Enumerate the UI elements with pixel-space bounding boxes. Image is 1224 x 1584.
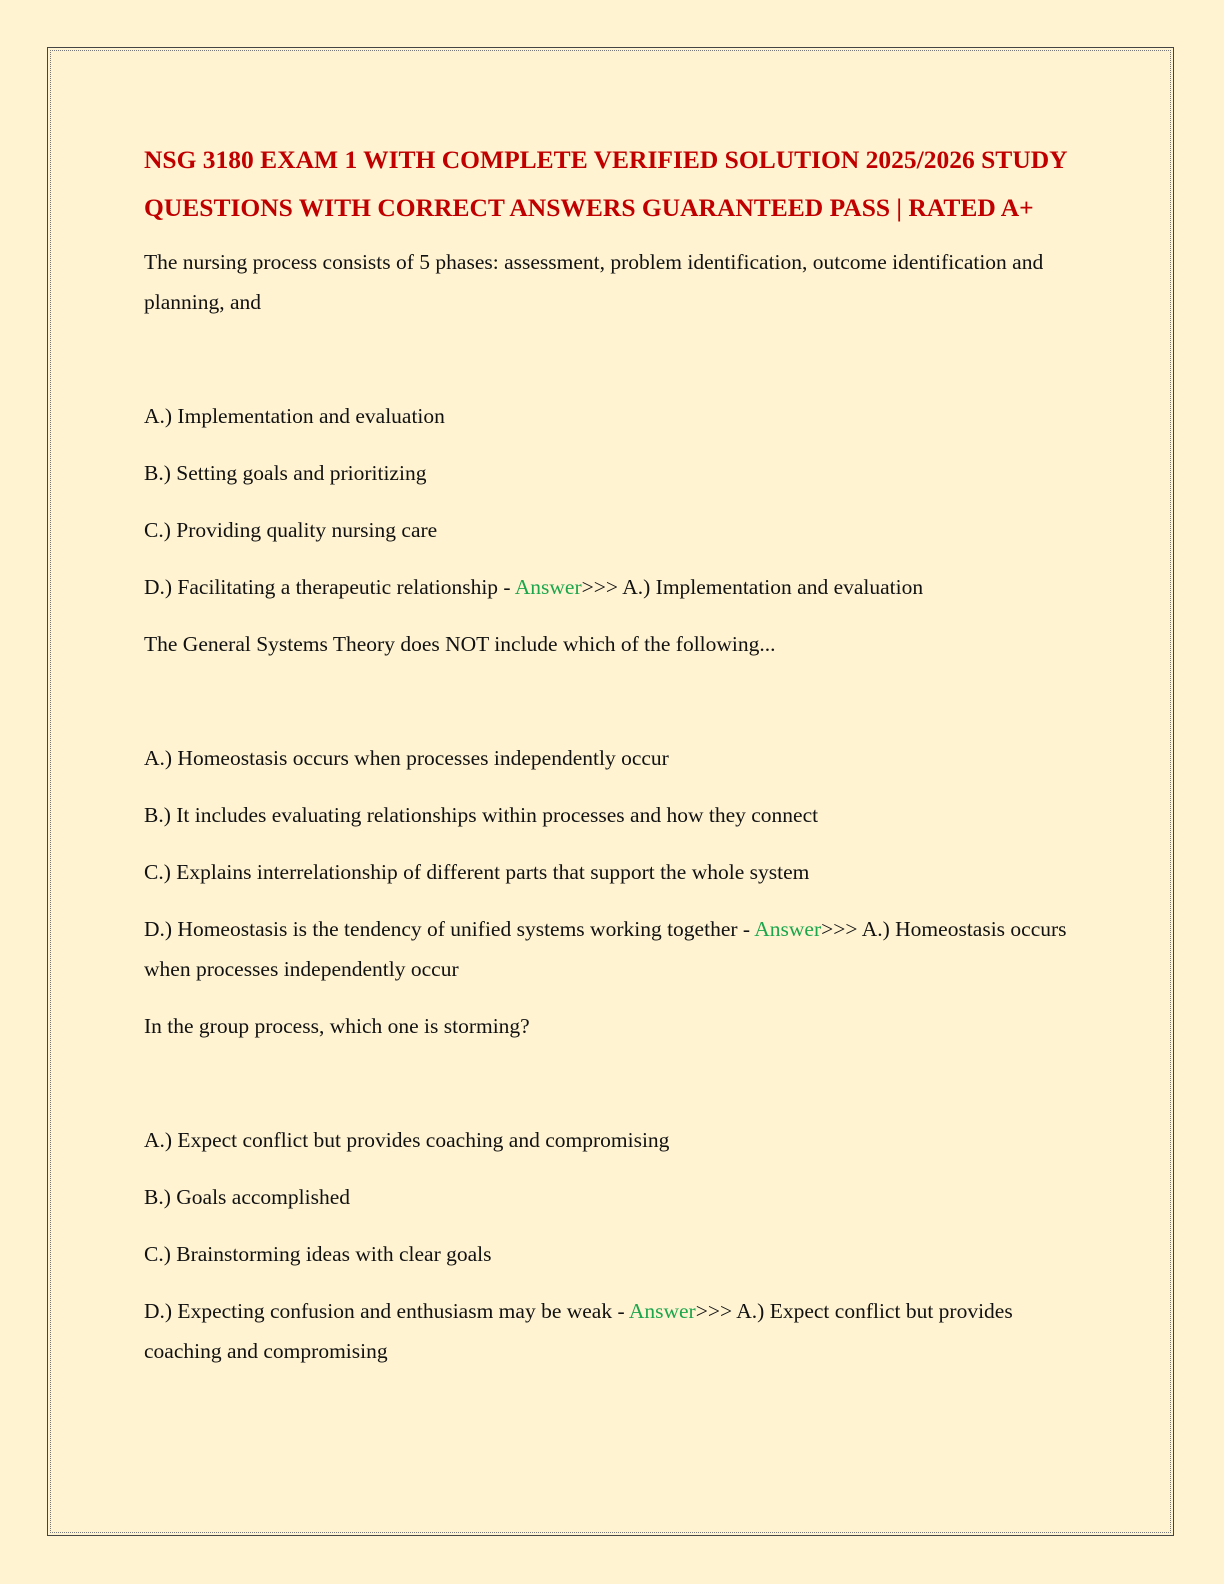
option-d: D.) Expecting confusion and enthusiasm may be weak -	[144, 1299, 629, 1323]
document-content	[144, 136, 1084, 1388]
answer-marker: >>>	[581, 575, 619, 599]
answer-label: Answer	[754, 917, 822, 941]
question-block	[144, 624, 1084, 989]
option-c: C.) Brainstorming ideas with clear goals	[144, 1242, 492, 1266]
answer-label: Answer	[628, 1299, 696, 1323]
option-d-with-answer	[144, 567, 1084, 607]
option-b: B.) Goals accomplished	[144, 1185, 350, 1209]
answer-marker: >>>	[695, 1299, 733, 1323]
answer-label: Answer	[514, 575, 582, 599]
option-d-with-answer	[144, 909, 1084, 989]
answer-text: A.) Implementation and evaluation	[618, 575, 924, 599]
option-d: D.) Homeostasis is the tendency of unified systems working together -	[144, 917, 755, 941]
option-b: B.) Setting goals and prioritizing	[144, 461, 427, 485]
option-b: B.) It includes evaluating relationships within processes and how they connect	[144, 803, 819, 827]
document-title: NSG 3180 EXAM 1 WITH COMPLETE VERIFIED SOLUTION 2025/2026 STUDY QUESTIONS WITH CORRECT ANSWERS GUARANTEED PASS | RATED A+	[144, 145, 1067, 222]
answer-text: A.) Expect conflict but provides coaching and compromising	[144, 1299, 1013, 1363]
option-c: C.) Explains interrelationship of different parts that support the whole system	[144, 860, 810, 884]
option-c: C.) Providing quality nursing care	[144, 518, 438, 542]
question-block	[144, 1006, 1084, 1371]
option-d-with-answer	[144, 1291, 1084, 1371]
question-stem: The nursing process consists of 5 phases: assessment, problem identification, outcome identification and planning, and	[144, 250, 1044, 314]
option-d: D.) Facilitating a therapeutic relationship -	[144, 575, 515, 599]
option-a: A.) Implementation and evaluation	[144, 404, 445, 428]
option-a: A.) Expect conflict but provides coaching and compromising	[144, 1128, 670, 1152]
question-block	[144, 242, 1084, 607]
option-a: A.) Homeostasis occurs when processes independently occur	[144, 746, 669, 770]
question-stem: The General Systems Theory does NOT include which of the following...	[144, 632, 776, 656]
question-stem: In the group process, which one is storming?	[144, 1014, 530, 1038]
answer-text: A.) Homeostasis occurs when processes independently occur	[144, 917, 1067, 981]
answer-marker: >>>	[821, 917, 858, 941]
